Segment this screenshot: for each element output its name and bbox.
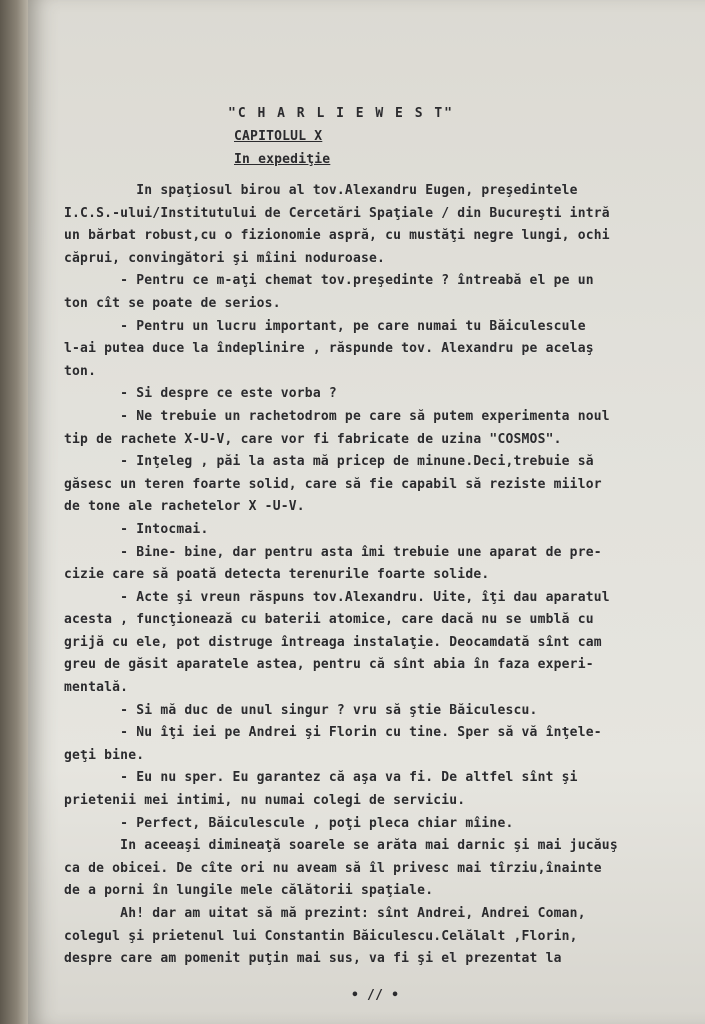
text-line: - Si mă duc de unul singur ? vru să ştie Băiculescu.: [64, 702, 538, 718]
book-binding-edge: [0, 0, 28, 1024]
text-line: despre care am pomenit puţin mai sus, va fi şi el prezentat la: [64, 951, 562, 967]
text-line: l-ai putea duce la îndeplinire , răspunde tov. Alexandru pe acelaş: [64, 341, 594, 357]
text-line: In aceeaşi dimineaţă soarele se arăta mai darnic şi mai jucăuş: [64, 838, 618, 854]
text-line: ton cît se poate de serios.: [64, 295, 281, 311]
text-line: geţi bine.: [64, 747, 145, 763]
text-line: - Pentru un lucru important, pe care numai tu Băiculescule: [64, 318, 586, 334]
text-line: de a porni în lungile mele călătorii spaţiale.: [64, 883, 434, 899]
text-line: mentală.: [64, 680, 129, 696]
text-line: I.C.S.-ului/Institutului de Cercetări Spaţiale / din Bucureşti intră: [64, 205, 610, 221]
chapter-subtitle: In expediţie: [234, 152, 331, 167]
text-line: - Eu nu sper. Eu garantez că aşa va fi. De altfel sînt şi: [64, 770, 578, 786]
body-text: [64, 180, 704, 971]
text-line: - Acte şi vreun răspuns tov.Alexandru. Uite, îţi dau aparatul: [64, 589, 610, 605]
text-line: tip de rachete X-U-V, care vor fi fabricate de uzina "COSMOS".: [64, 431, 562, 447]
text-line: de tone ale rachetelor X -U-V.: [64, 499, 305, 515]
text-line: - Pentru ce m-aţi chemat tov.preşedinte ? întreabă el pe un: [64, 273, 594, 289]
text-line: - Bine- bine, dar pentru asta îmi trebuie une aparat de pre-: [64, 544, 602, 560]
text-line: acesta , funcţionează cu baterii atomice, care dacă nu se umblă cu: [64, 612, 594, 628]
text-line: grijă cu ele, pot distruge întreaga instalaţie. Deocamdată sînt cam: [64, 634, 602, 650]
text-line: greu de găsit aparatele astea, pentru că sînt abia în faza experi-: [64, 657, 594, 673]
text-line: - Si despre ce este vorba ?: [64, 386, 337, 402]
document-title: "C H A R L I E W E S T": [228, 106, 455, 121]
page-number: • // •: [351, 988, 400, 1003]
chapter-heading: CAPITOLUL X: [234, 129, 323, 144]
text-line: In spaţiosul birou al tov.Alexandru Eugen, preşedintele: [64, 183, 578, 198]
text-line: ca de obicei. De cîte ori nu aveam să îl privesc mai tîrziu,înainte: [64, 860, 602, 876]
text-line: Ah! dar am uitat să mă prezint: sînt Andrei, Andrei Coman,: [64, 906, 586, 921]
text-line: prietenii mei intimi, nu numai colegi de serviciu.: [64, 793, 466, 809]
text-line: - Perfect, Băiculescule , poţi pleca chiar mîine.: [64, 815, 514, 831]
text-line: - Intocmai.: [64, 521, 209, 537]
text-line: cizie care să poată detecta terenurile foarte solide.: [64, 567, 490, 583]
text-line: - Inţeleg , păi la asta mă pricep de minune.Deci,trebuie să: [64, 454, 594, 470]
text-line: ton.: [64, 363, 97, 379]
text-line: un bărbat robust,cu o fizionomie aspră, cu mustăţi negre lungi, ochi: [64, 228, 610, 244]
text-line: - Ne trebuie un rachetodrom pe care să putem experimenta noul: [64, 408, 610, 424]
text-line: colegul şi prietenul lui Constantin Băiculescu.Celălalt ,Florin,: [64, 928, 578, 944]
text-line: - Nu îţi iei pe Andrei şi Florin cu tine. Sper să vă înţele-: [64, 725, 602, 741]
text-line: găsesc un teren foarte solid, care să fie capabil să reziste miilor: [64, 476, 602, 492]
text-line: căprui, convingători şi mîini noduroase.: [64, 250, 386, 266]
